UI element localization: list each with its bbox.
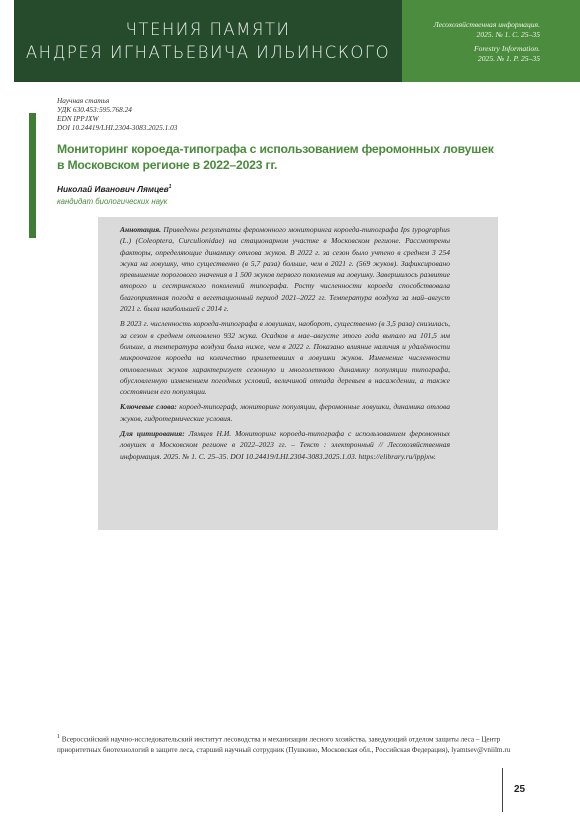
journal-ru-line2: 2025. № 1. С. 25–35 xyxy=(476,29,540,39)
journal-ru-line1: Лесохозяйственная информация. xyxy=(433,20,540,29)
series-title-line2: АНДРЕЯ ИГНАТЬЕВИЧА ИЛЬИНСКОГО xyxy=(25,43,391,62)
citation-label: Для цитирования: xyxy=(120,429,185,439)
series-title-line1: ЧТЕНИЯ ПАМЯТИ xyxy=(125,20,291,39)
page-number: 25 xyxy=(514,784,526,795)
journal-info xyxy=(370,20,540,63)
abstract xyxy=(120,224,450,466)
journal-en-line1: Forestry Information. xyxy=(474,44,540,53)
author-name: Николай Иванович Лямцев$^1$ xyxy=(57,184,172,194)
author-footnote-mark: 1 xyxy=(168,184,172,191)
accent-bar xyxy=(29,113,36,238)
keywords: Ключевые слова: короед-типограф, мониторинг популяции, феромонные ловушки, динамика отлова жуков, гидротермические условия. xyxy=(120,402,450,423)
series-title xyxy=(14,18,402,64)
abstract-paragraph-2: В 2023 г. численность короеда-типографа в ловушках, наоборот, существенно (в 3,5 раза) снизилась, за сезон в среднем отловлено 932 жука. Осадков в мае–августе этого года выпало на 101,5 мм больше, а температура воздуха была ниже, чем в 2022 г. Показано влияние наличия и удалённости микроочагов короеда на количество прилетевших в ловушки жуков. Изменение численности отловленных жуков характеризует сезонную и многолетнюю динамику популяции типографа, обусловленную изменением погодных условий, величиной отпада деревьев в насаждении, а также состоянием его популяции. xyxy=(120,319,450,397)
article-type: Научная статья xyxy=(57,96,110,105)
abstract-paragraph-1: Аннотация. Приведены результаты феромонного мониторинга короеда-типографа Ips typographus (L.) (Coleoptera, Curculionidae) на стационарном участке в Московском регионе. Рассмотрены факторы, определяющие динамику отлова жуков. В 2022 г. за сезон было учтено в среднем 3 254 жука на ловушку, что существенно (в 5,7 раза) больше, чем в 2021 г. (569 жуков). Зафиксировано превышение порогового значения в 1 500 жуков первого поколения на ловушку. Завершилось развитие второго и сестринского поколений типографа. Росту численности короеда способствовала благоприятная погода в вегетационный период 2021–2022 гг. Температура воздуха за май–август 2021 г. была наибольшей с 2014 г. xyxy=(120,225,450,314)
footnote: $^1$ Всероссийский научно-исследовательский институт лесоводства и механизации лесного хозяйства, заведующий отделом защиты леса – Центр приоритетных биотехнологий в защите леса, старший научный сотрудник (Пушкино, Московская обл., Российская Федерация), lyamtsev@vniilm.ru xyxy=(57,734,511,754)
author-degree: кандидат биологических наук xyxy=(57,197,168,206)
article-title-line2: в Московском регионе в 2022–2023 гг. xyxy=(57,158,278,172)
udk: УДК 630.453:595.768.24 xyxy=(57,105,132,115)
journal-en-line2: 2025. № 1. P. 25–35 xyxy=(477,53,540,63)
edn: EDN IPPJXW xyxy=(57,114,99,124)
footnote-mark: 1 xyxy=(57,734,60,740)
abstract-label: Аннотация. xyxy=(120,225,161,234)
keywords-label: Ключевые слова: xyxy=(120,402,177,412)
article-meta xyxy=(57,96,177,132)
article-title xyxy=(57,141,527,173)
citation: Для цитирования: Лямцев Н.И. Мониторинг короеда-типографа с использованием феромонных ловушек в Московском регионе в 2022–2023 гг. – Текст : электронный // Лесохозяйственная информация. 2025. № 1. С. 25–35. DOI 10.24419/LHI.2304-3083.2025.1.03. https://elibrary.ru/ippjxw. xyxy=(120,429,450,461)
doi: DOI 10.24419/LHI.2304-3083.2025.1.03 xyxy=(57,123,178,133)
article-title-line1: Мониторинг короеда-типографа с использованием феромонных ловушек xyxy=(57,142,494,156)
page-divider xyxy=(502,768,503,812)
